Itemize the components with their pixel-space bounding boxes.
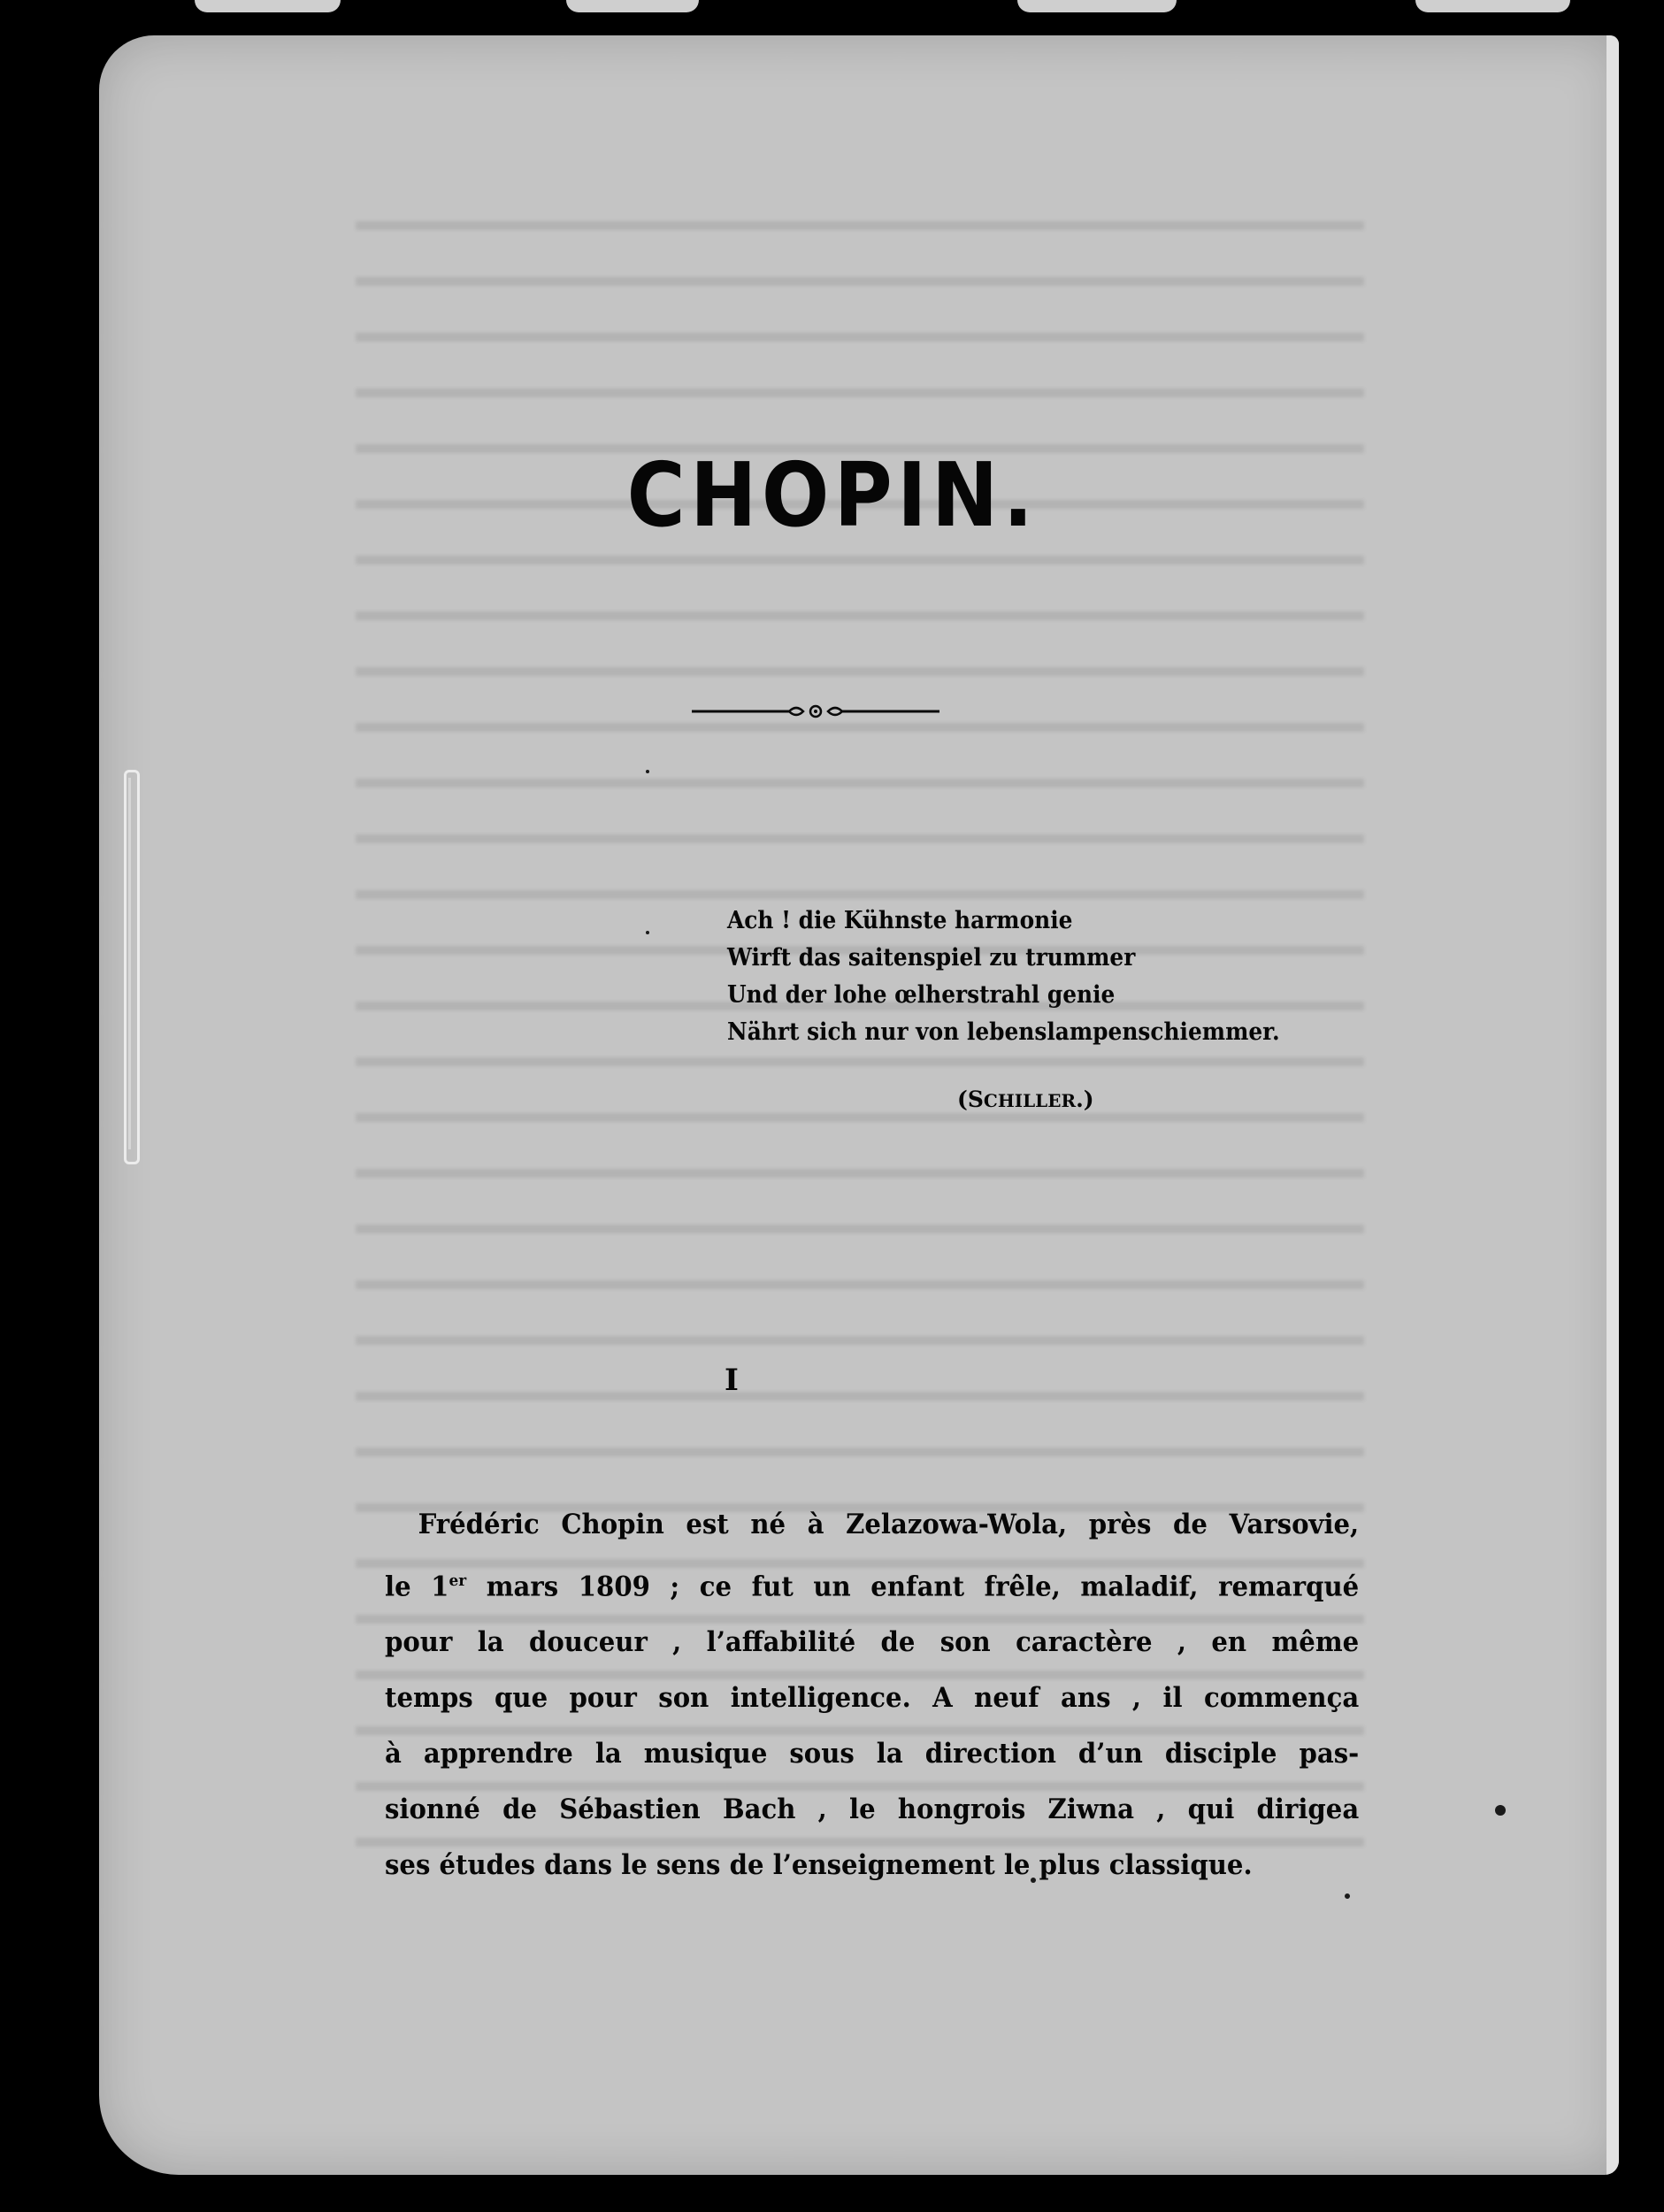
top-clip-left [195, 0, 341, 12]
ink-speck [646, 770, 649, 773]
paragraph-text: le 1 [385, 1571, 449, 1603]
paragraph-text: mars 1809 ; ce fut un enfant frêle, maladif, remarqué [466, 1571, 1360, 1603]
paper-sheet [99, 35, 1619, 2175]
ink-speck [646, 931, 649, 934]
epigraph-line: Nährt sich nur von lebenslampenschiemmer. [727, 1018, 1280, 1046]
epigraph-line: Und der lohe œlherstrahl genie [727, 981, 1116, 1009]
body-paragraph [385, 1497, 1358, 1893]
paragraph-line [385, 1553, 1359, 1615]
top-clip-center [566, 0, 699, 12]
ornament-divider-icon [692, 701, 939, 722]
epigraph-attribution [957, 1087, 1094, 1112]
attribution-small-caps: CHILLER [983, 1090, 1077, 1111]
top-clip-far-right [1415, 0, 1570, 12]
page-edge [1606, 35, 1619, 2175]
epigraph [727, 902, 1313, 1051]
epigraph-line: Wirft das saitenspiel zu trummer [727, 944, 1136, 972]
paragraph-line: ses études dans le sens de l’enseignement le plus classique. [385, 1849, 1253, 1882]
section-number: I [725, 1363, 739, 1398]
attribution-initial: S [967, 1087, 984, 1112]
epigraph-line: Ach ! die Kühnste harmonie [727, 907, 1073, 934]
attribution-open: ( [957, 1087, 968, 1112]
paragraph-line: sionné de Sébastien Bach , le hongrois Ziwna , qui dirigea [385, 1793, 1360, 1826]
paragraph-line: à apprendre la musique sous la direction d’un disciple pas- [385, 1738, 1360, 1770]
page-title: CHOPIN. [626, 443, 1039, 547]
paragraph-line: pour la douceur , l’affabilité de son caractère , en même [385, 1626, 1360, 1659]
binding-clip [124, 770, 140, 1164]
paragraph-line: Frédéric Chopin est né à Zelazowa-Wola, près de Varsovie, [418, 1509, 1360, 1540]
ordinal-superscript: er [449, 1571, 467, 1590]
ink-speck [1495, 1805, 1506, 1816]
top-clip-right [1017, 0, 1177, 12]
paragraph-line: temps que pour son intelligence. A neuf ans , il commença [385, 1682, 1360, 1715]
ink-speck [1345, 1893, 1350, 1899]
attribution-close: .) [1076, 1087, 1094, 1112]
